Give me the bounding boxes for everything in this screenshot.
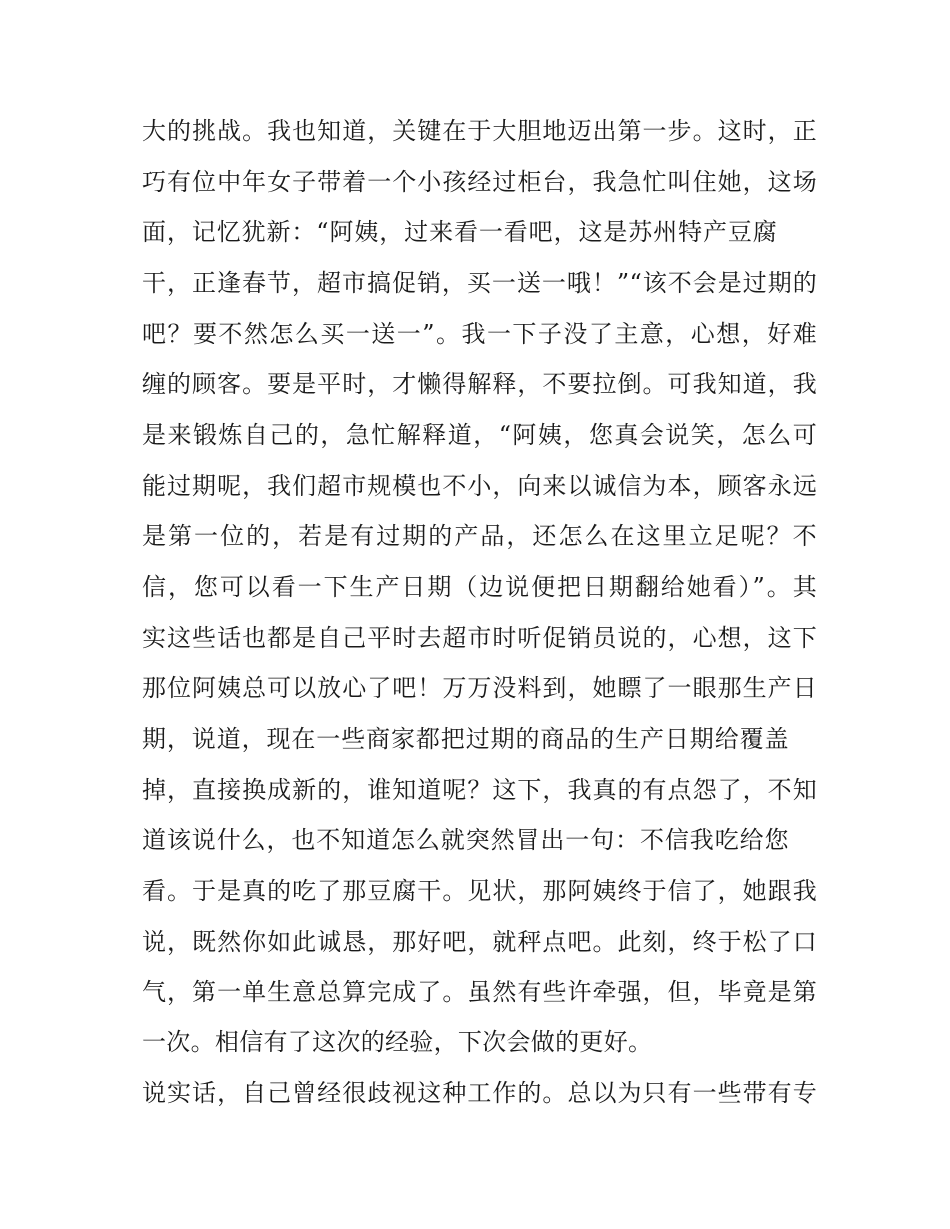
text-line: 吧？要不然怎么买一送一”。我一下子没了主意，心想，好难	[142, 320, 817, 348]
text-line: 缠的顾客。要是平时，才懒得解释，不要拉倒。可我知道，我	[142, 370, 817, 398]
text-line: 信，您可以看一下生产日期（边说便把日期翻给她看）”。其	[142, 573, 817, 601]
text-line: 能过期呢，我们超市规模也不小，向来以诚信为本，顾客永远	[142, 472, 817, 500]
text-line: 道该说什么，也不知道怎么就突然冒出一句：不信我吃给您	[142, 826, 790, 854]
text-line: 看。于是真的吃了那豆腐干。见状，那阿姨终于信了，她跟我	[142, 877, 817, 905]
text-line: 是来锻炼自己的，急忙解释道，“阿姨，您真会说笑，怎么可	[142, 421, 817, 449]
text-line: 面，记忆犹新：“阿姨，过来看一看吧，这是苏州特产豆腐	[142, 218, 778, 246]
text-line: 是第一位的，若是有过期的产品，还怎么在这里立足呢？不	[142, 522, 817, 550]
text-line: 说，既然你如此诚恳，那好吧，就秤点吧。此刻，终于松了口	[142, 928, 817, 956]
text-line: 实这些话也都是自己平时去超市时听促销员说的，心想，这下	[142, 624, 817, 652]
text-line: 气，第一单生意总算完成了。虽然有些许牵强，但，毕竟是第	[142, 978, 817, 1006]
text-line: 一次。相信有了这次的经验，下次会做的更好。	[142, 1028, 653, 1056]
text-line: 掉，直接换成新的，谁知道呢？这下，我真的有点怨了，不知	[142, 776, 817, 804]
text-line: 那位阿姨总可以放心了吧！万万没料到，她瞟了一眼那生产日	[142, 674, 817, 702]
text-line: 干，正逢春节，超市搞促销，买一送一哦！”“该不会是过期的	[142, 269, 817, 297]
text-line: 期，说道，现在一些商家都把过期的商品的生产日期给覆盖	[142, 725, 790, 753]
text-line: 巧有位中年女子带着一个小孩经过柜台，我急忙叫住她，这场	[142, 168, 817, 196]
text-line: 说实话，自己曾经很歧视这种工作的。总以为只有一些带有专	[142, 1079, 817, 1107]
text-line: 大的挑战。我也知道，关键在于大胆地迈出第一步。这时，正	[142, 117, 817, 145]
